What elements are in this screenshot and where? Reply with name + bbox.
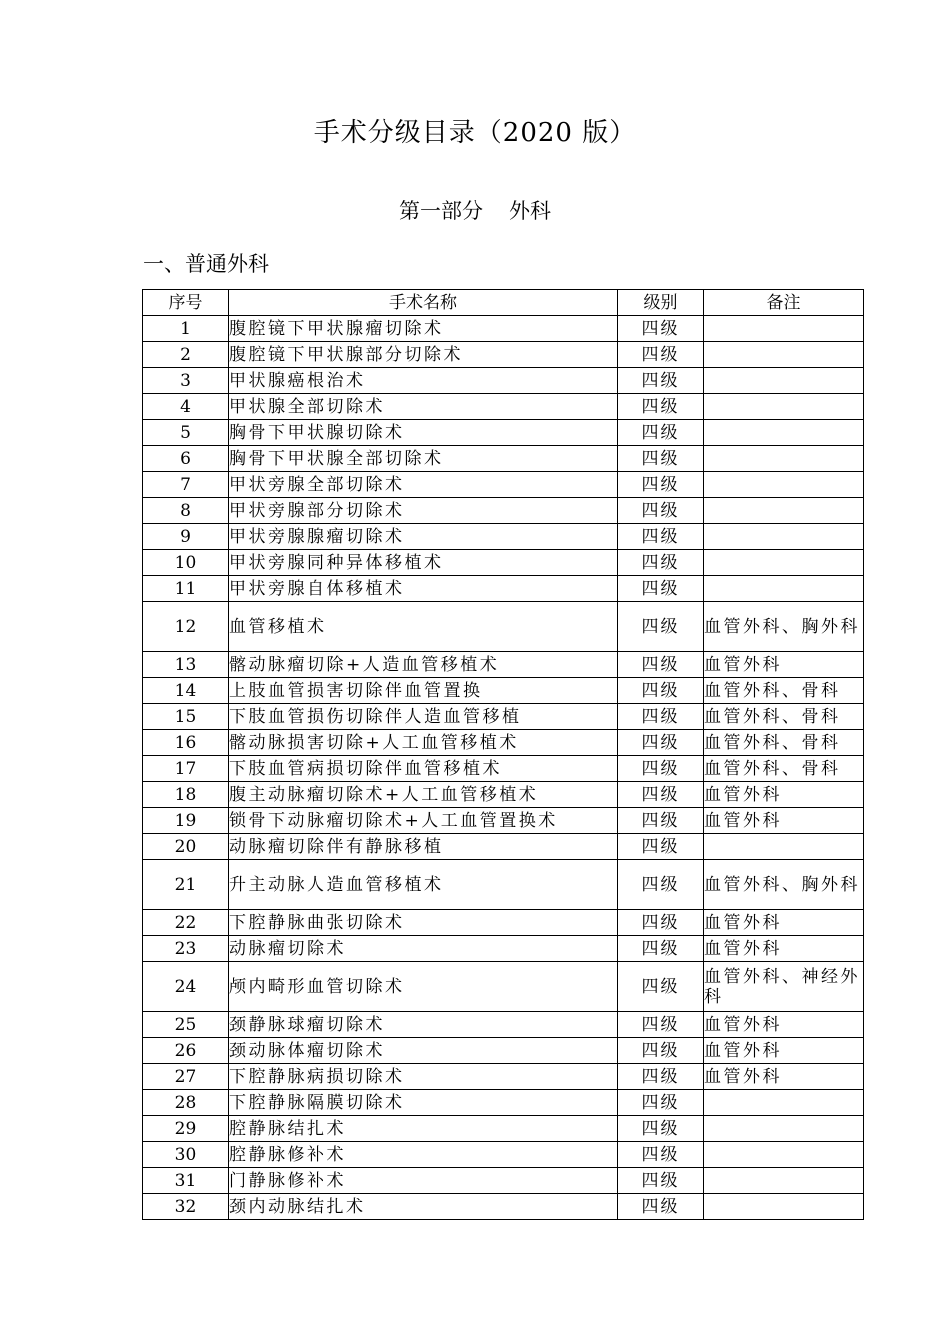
surgery-name: 甲状旁腺腺瘤切除术 <box>229 524 618 550</box>
surgery-level: 四级 <box>618 550 704 576</box>
row-number: 18 <box>143 782 229 808</box>
row-number: 10 <box>143 550 229 576</box>
table-row <box>143 394 864 420</box>
table-row <box>143 602 864 652</box>
surgery-level: 四级 <box>618 1064 704 1090</box>
surgery-level: 四级 <box>618 910 704 936</box>
surgery-name: 腔静脉修补术 <box>229 1142 618 1168</box>
surgery-grade-table <box>142 289 864 1220</box>
surgery-name: 腹腔镜下甲状腺部分切除术 <box>229 342 618 368</box>
table-row <box>143 652 864 678</box>
column-header-note: 备注 <box>704 290 864 316</box>
surgery-name: 下腔静脉曲张切除术 <box>229 910 618 936</box>
section-heading: 一、普通外科 <box>143 252 269 276</box>
surgery-name: 腹主动脉瘤切除术+人工血管移植术 <box>229 782 618 808</box>
row-number: 14 <box>143 678 229 704</box>
surgery-note <box>704 446 864 472</box>
surgery-note <box>704 1194 864 1220</box>
row-number: 9 <box>143 524 229 550</box>
surgery-note: 血管外科 <box>704 808 864 834</box>
table-row <box>143 1038 864 1064</box>
table-row <box>143 962 864 1012</box>
row-number: 5 <box>143 420 229 446</box>
surgery-name: 甲状旁腺同种异体移植术 <box>229 550 618 576</box>
surgery-note <box>704 1142 864 1168</box>
surgery-name: 动脉瘤切除伴有静脉移植 <box>229 834 618 860</box>
table-row <box>143 1142 864 1168</box>
surgery-name: 髂动脉损害切除+人工血管移植术 <box>229 730 618 756</box>
row-number: 2 <box>143 342 229 368</box>
row-number: 30 <box>143 1142 229 1168</box>
surgery-note: 血管外科、骨科 <box>704 730 864 756</box>
surgery-level: 四级 <box>618 368 704 394</box>
row-number: 4 <box>143 394 229 420</box>
surgery-level: 四级 <box>618 936 704 962</box>
surgery-level: 四级 <box>618 730 704 756</box>
surgery-note: 血管外科 <box>704 1012 864 1038</box>
surgery-level: 四级 <box>618 1116 704 1142</box>
row-number: 6 <box>143 446 229 472</box>
surgery-name: 甲状腺全部切除术 <box>229 394 618 420</box>
surgery-name: 颈静脉球瘤切除术 <box>229 1012 618 1038</box>
surgery-note: 血管外科 <box>704 1064 864 1090</box>
surgery-name: 颅内畸形血管切除术 <box>229 962 618 1012</box>
surgery-note: 血管外科、胸外科 <box>704 860 864 910</box>
table-row <box>143 1012 864 1038</box>
surgery-note <box>704 1168 864 1194</box>
surgery-level: 四级 <box>618 652 704 678</box>
table-row <box>143 472 864 498</box>
row-number: 32 <box>143 1194 229 1220</box>
surgery-note <box>704 472 864 498</box>
row-number: 23 <box>143 936 229 962</box>
table-row <box>143 756 864 782</box>
surgery-level: 四级 <box>618 1194 704 1220</box>
surgery-name: 下腔静脉病损切除术 <box>229 1064 618 1090</box>
table-row <box>143 704 864 730</box>
part-heading <box>0 195 950 225</box>
surgery-level: 四级 <box>618 1012 704 1038</box>
row-number: 11 <box>143 576 229 602</box>
surgery-level: 四级 <box>618 420 704 446</box>
table-row <box>143 1090 864 1116</box>
row-number: 12 <box>143 602 229 652</box>
surgery-note: 血管外科、胸外科 <box>704 602 864 652</box>
row-number: 7 <box>143 472 229 498</box>
surgery-name: 腔静脉结扎术 <box>229 1116 618 1142</box>
row-number: 31 <box>143 1168 229 1194</box>
surgery-level: 四级 <box>618 394 704 420</box>
row-number: 8 <box>143 498 229 524</box>
table-row <box>143 1064 864 1090</box>
surgery-name: 颈动脉体瘤切除术 <box>229 1038 618 1064</box>
surgery-level: 四级 <box>618 446 704 472</box>
surgery-note: 血管外科、骨科 <box>704 678 864 704</box>
surgery-name: 髂动脉瘤切除+人造血管移植术 <box>229 652 618 678</box>
surgery-name: 上肢血管损害切除伴血管置换 <box>229 678 618 704</box>
surgery-name: 腹腔镜下甲状腺瘤切除术 <box>229 316 618 342</box>
row-number: 20 <box>143 834 229 860</box>
row-number: 19 <box>143 808 229 834</box>
row-number: 27 <box>143 1064 229 1090</box>
surgery-name: 甲状旁腺自体移植术 <box>229 576 618 602</box>
surgery-note: 血管外科 <box>704 910 864 936</box>
row-number: 22 <box>143 910 229 936</box>
surgery-note: 血管外科 <box>704 652 864 678</box>
surgery-name: 甲状腺癌根治术 <box>229 368 618 394</box>
surgery-level: 四级 <box>618 1142 704 1168</box>
row-number: 16 <box>143 730 229 756</box>
surgery-note <box>704 1116 864 1142</box>
column-header-number: 序号 <box>143 290 229 316</box>
table-row <box>143 498 864 524</box>
row-number: 28 <box>143 1090 229 1116</box>
table-row <box>143 550 864 576</box>
surgery-note <box>704 394 864 420</box>
surgery-level: 四级 <box>618 602 704 652</box>
surgery-note: 血管外科 <box>704 936 864 962</box>
surgery-note: 血管外科 <box>704 782 864 808</box>
surgery-name: 血管移植术 <box>229 602 618 652</box>
surgery-note <box>704 316 864 342</box>
surgery-level: 四级 <box>618 342 704 368</box>
surgery-level: 四级 <box>618 834 704 860</box>
surgery-note: 血管外科、骨科 <box>704 704 864 730</box>
row-number: 13 <box>143 652 229 678</box>
surgery-level: 四级 <box>618 524 704 550</box>
surgery-name: 胸骨下甲状腺全部切除术 <box>229 446 618 472</box>
table-row <box>143 782 864 808</box>
surgery-note <box>704 342 864 368</box>
table-row <box>143 524 864 550</box>
column-header-name: 手术名称 <box>229 290 618 316</box>
table-row <box>143 368 864 394</box>
surgery-name: 锁骨下动脉瘤切除术+人工血管置换术 <box>229 808 618 834</box>
table-row <box>143 576 864 602</box>
table-row <box>143 834 864 860</box>
table-row <box>143 1168 864 1194</box>
row-number: 1 <box>143 316 229 342</box>
surgery-note <box>704 576 864 602</box>
row-number: 3 <box>143 368 229 394</box>
surgery-name: 动脉瘤切除术 <box>229 936 618 962</box>
surgery-level: 四级 <box>618 704 704 730</box>
table-row <box>143 1116 864 1142</box>
surgery-note <box>704 420 864 446</box>
surgery-note <box>704 834 864 860</box>
surgery-note <box>704 524 864 550</box>
part-name: 外科 <box>509 199 551 223</box>
surgery-note: 血管外科、骨科 <box>704 756 864 782</box>
surgery-name: 门静脉修补术 <box>229 1168 618 1194</box>
surgery-level: 四级 <box>618 756 704 782</box>
surgery-note <box>704 368 864 394</box>
table-row <box>143 730 864 756</box>
surgery-name: 升主动脉人造血管移植术 <box>229 860 618 910</box>
document-title: 手术分级目录（2020 版） <box>313 118 637 148</box>
surgery-level: 四级 <box>618 498 704 524</box>
row-number: 21 <box>143 860 229 910</box>
row-number: 15 <box>143 704 229 730</box>
table-row <box>143 1194 864 1220</box>
surgery-note: 血管外科、神经外科 <box>704 962 864 1012</box>
surgery-level: 四级 <box>618 860 704 910</box>
table-row <box>143 910 864 936</box>
table-header-row <box>143 290 864 316</box>
table-row <box>143 342 864 368</box>
surgery-name: 颈内动脉结扎术 <box>229 1194 618 1220</box>
surgery-name: 下肢血管病损切除伴血管移植术 <box>229 756 618 782</box>
surgery-note: 血管外科 <box>704 1038 864 1064</box>
table-row <box>143 420 864 446</box>
surgery-level: 四级 <box>618 472 704 498</box>
surgery-name: 下腔静脉隔膜切除术 <box>229 1090 618 1116</box>
surgery-name: 甲状旁腺部分切除术 <box>229 498 618 524</box>
row-number: 29 <box>143 1116 229 1142</box>
surgery-level: 四级 <box>618 1168 704 1194</box>
part-label: 第一部分 <box>399 199 483 223</box>
surgery-level: 四级 <box>618 782 704 808</box>
table-row <box>143 678 864 704</box>
surgery-note <box>704 550 864 576</box>
surgery-level: 四级 <box>618 1090 704 1116</box>
table-row <box>143 808 864 834</box>
table-row <box>143 860 864 910</box>
table-row <box>143 316 864 342</box>
surgery-name: 胸骨下甲状腺切除术 <box>229 420 618 446</box>
table-row <box>143 446 864 472</box>
surgery-level: 四级 <box>618 808 704 834</box>
surgery-name: 甲状旁腺全部切除术 <box>229 472 618 498</box>
surgery-level: 四级 <box>618 316 704 342</box>
table-row <box>143 936 864 962</box>
column-header-level: 级别 <box>618 290 704 316</box>
surgery-level: 四级 <box>618 678 704 704</box>
surgery-level: 四级 <box>618 576 704 602</box>
row-number: 24 <box>143 962 229 1012</box>
surgery-level: 四级 <box>618 1038 704 1064</box>
surgery-level: 四级 <box>618 962 704 1012</box>
row-number: 17 <box>143 756 229 782</box>
surgery-note <box>704 1090 864 1116</box>
surgery-note <box>704 498 864 524</box>
row-number: 25 <box>143 1012 229 1038</box>
row-number: 26 <box>143 1038 229 1064</box>
surgery-name: 下肢血管损伤切除伴人造血管移植 <box>229 704 618 730</box>
